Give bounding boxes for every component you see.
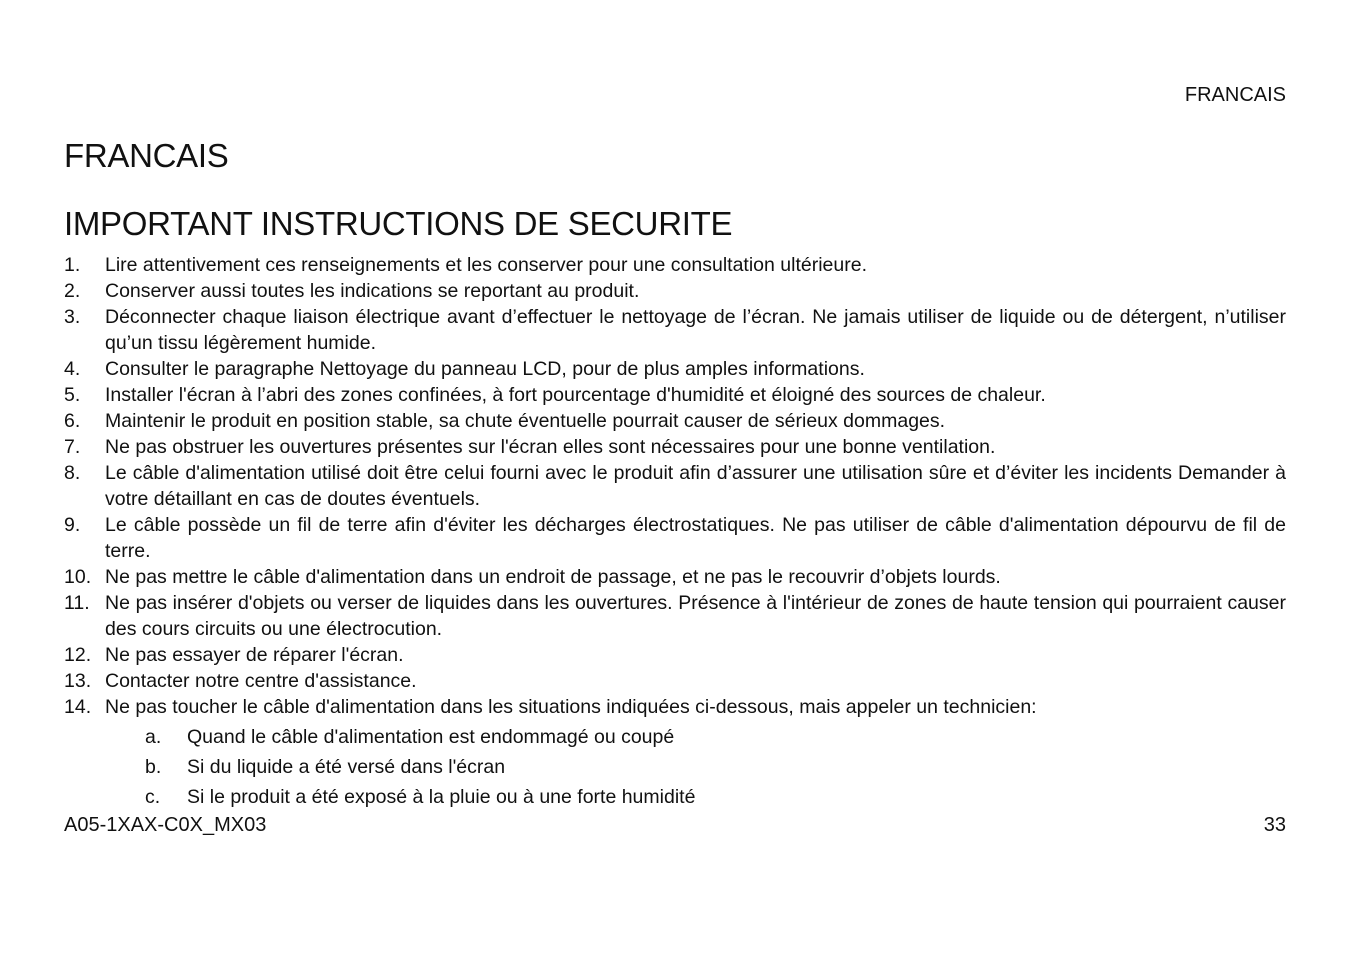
sub-list-item	[105, 752, 1286, 782]
sub-list-item	[105, 722, 1286, 752]
item-text: Maintenir le produit en position stable, sa chute éventuelle pourrait causer de sérieux dommages.	[105, 410, 946, 432]
sub-item-letter: b.	[145, 756, 162, 778]
item-number: 14.	[64, 696, 92, 718]
list-item	[64, 668, 1286, 694]
sub-item-text: Quand le câble d'alimentation est endommagé ou coupé	[187, 726, 675, 748]
list-item	[64, 564, 1286, 590]
sub-item-text: Si du liquide a été versé dans l'écran	[187, 756, 506, 778]
item-text: Ne pas insérer d'objets ou verser de liquides dans les ouvertures. Présence à l'intérieur de zones de haute tension qui pourraient causer des cours circuits ou une électrocution.	[105, 592, 1286, 640]
list-item	[64, 304, 1286, 356]
item-text: Conserver aussi toutes les indications se reportant au produit.	[105, 280, 640, 302]
language-title: FRANCAIS	[64, 137, 229, 174]
sub-list	[105, 722, 1286, 812]
list-item	[64, 356, 1286, 382]
item-number: 6.	[64, 410, 81, 432]
list-item	[64, 252, 1286, 278]
item-number: 4.	[64, 358, 81, 380]
sub-item-text: Si le produit a été exposé à la pluie ou à une forte humidité	[187, 786, 696, 808]
item-text: Déconnecter chaque liaison électrique avant d’effectuer le nettoyage de l’écran. Ne jamais utiliser de liquide ou de détergent, n’utiliser qu’un tissu légèrement humide.	[105, 306, 1286, 354]
sub-list-item	[105, 782, 1286, 812]
list-item	[64, 512, 1286, 564]
list-item	[64, 434, 1286, 460]
running-header-language: FRANCAIS	[1184, 84, 1286, 106]
item-text: Lire attentivement ces renseignements et les conserver pour une consultation ultérieure.	[105, 254, 868, 276]
item-number: 5.	[64, 384, 81, 406]
item-text: Ne pas mettre le câble d'alimentation dans un endroit de passage, et ne pas le recouvrir d’objets lourds.	[105, 566, 1001, 588]
item-number: 8.	[64, 462, 81, 484]
item-text: Consulter le paragraphe Nettoyage du panneau LCD, pour de plus amples informations.	[105, 358, 865, 380]
document-code: A05-1XAX-C0X_MX03	[64, 814, 267, 836]
item-text: Contacter notre centre d'assistance.	[105, 670, 417, 692]
item-number: 2.	[64, 280, 81, 302]
item-number: 10.	[64, 566, 92, 588]
page-number: 33	[1263, 814, 1286, 836]
list-item	[64, 382, 1286, 408]
item-number: 11.	[64, 592, 90, 614]
item-text: Le câble d'alimentation utilisé doit être celui fourni avec le produit afin d’assurer une utilisation sûre et d’éviter les incidents Demander à votre détaillant en cas de doutes éventuels.	[105, 462, 1286, 510]
sub-item-letter: c.	[145, 786, 161, 808]
list-item	[64, 642, 1286, 668]
list-item	[64, 460, 1286, 512]
list-item	[64, 278, 1286, 304]
sub-item-letter: a.	[145, 726, 162, 748]
list-item	[64, 408, 1286, 434]
item-number: 1.	[64, 254, 81, 276]
list-item	[64, 590, 1286, 642]
item-number: 12.	[64, 644, 92, 666]
safety-instructions-list	[64, 252, 1286, 812]
item-number: 3.	[64, 306, 81, 328]
item-number: 9.	[64, 514, 81, 536]
item-number: 13.	[64, 670, 92, 692]
page-title: IMPORTANT INSTRUCTIONS DE SECURITE	[64, 205, 733, 242]
item-text: Ne pas essayer de réparer l'écran.	[105, 644, 404, 666]
item-number: 7.	[64, 436, 81, 458]
list-item	[64, 694, 1286, 812]
item-text: Le câble possède un fil de terre afin d'éviter les décharges électrostatiques. Ne pas utiliser de câble d'alimentation dépourvu de fil de terre.	[105, 514, 1286, 562]
item-text: Ne pas toucher le câble d'alimentation dans les situations indiquées ci-dessous, mais appeler un technicien:	[105, 696, 1037, 718]
item-text: Installer l'écran à l’abri des zones confinées, à fort pourcentage d'humidité et éloigné des sources de chaleur.	[105, 384, 1046, 406]
item-text: Ne pas obstruer les ouvertures présentes sur l'écran elles sont nécessaires pour une bonne ventilation.	[105, 436, 996, 458]
